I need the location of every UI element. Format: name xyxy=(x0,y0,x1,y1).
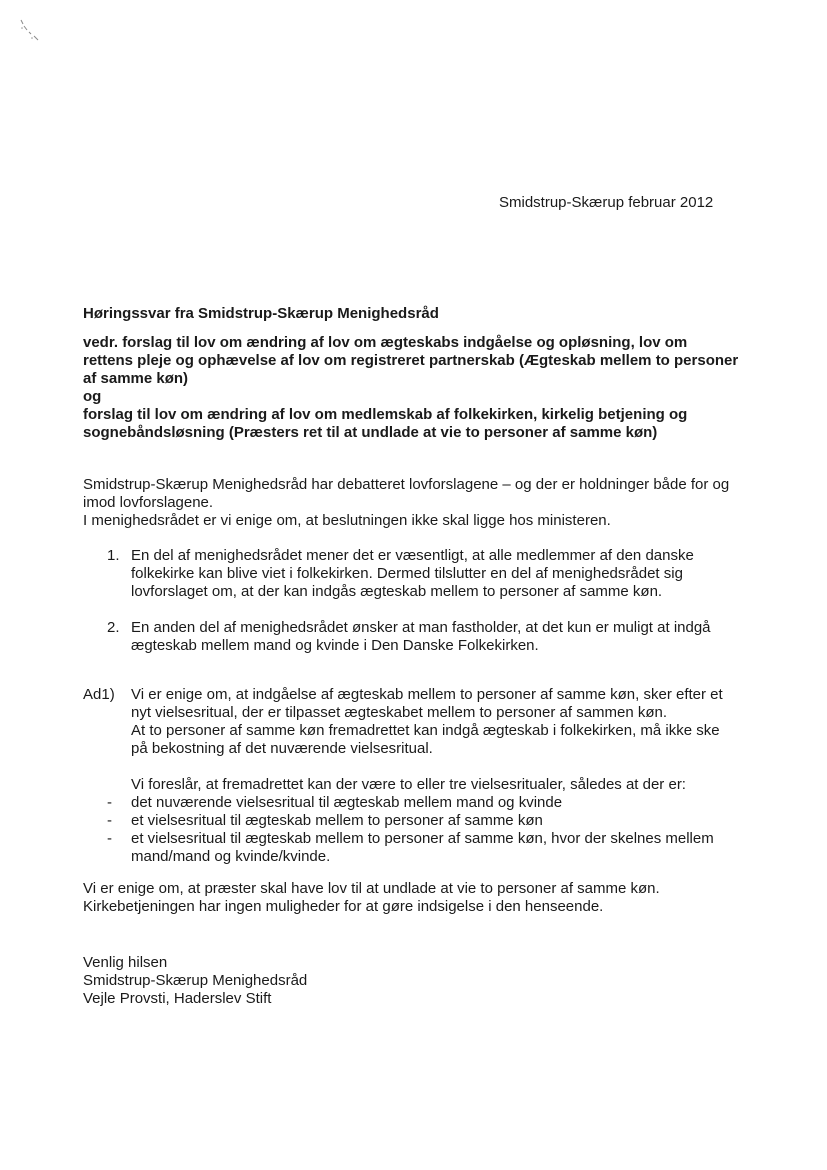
ad1-line: på bekostning af det nuværende vielsesritual. xyxy=(131,740,433,757)
ad1-section xyxy=(83,686,783,866)
intro-line: imod lovforslagene. xyxy=(83,494,214,511)
intro-paragraph xyxy=(83,476,763,530)
subject-line: rettens pleje og ophævelse af lov om registreret partnerskab (Ægteskab mellem to personer xyxy=(83,352,739,369)
document-heading: Høringssvar fra Smidstrup-Skærup Menighedsråd xyxy=(83,305,439,322)
dash-bullet: - xyxy=(107,830,112,847)
list-item-number: 2. xyxy=(107,619,120,636)
ad1-body xyxy=(83,686,783,866)
dash-item-line: et vielsesritual til ægteskab mellem to personer af samme køn, hvor der skelnes mellem xyxy=(131,830,714,847)
subject-line: vedr. forslag til lov om ændring af lov om ægteskabs indgåelse og opløsning, lov om xyxy=(83,334,688,351)
ad1-line: At to personer af samme køn fremadrettet kan indgå ægteskab i folkekirken, må ikke ske xyxy=(131,722,720,739)
closing-line: Kirkebetjeningen har ingen muligheder for at gøre indsigelse i den henseende. xyxy=(83,898,604,915)
dash-bullet: - xyxy=(107,812,112,829)
list-item xyxy=(83,619,763,655)
paragraph-spacer xyxy=(131,758,783,776)
ad1-line: Vi foreslår, at fremadrettet kan der være to eller tre vielsesritualer, således at der er: xyxy=(131,776,686,793)
subject-line: forslag til lov om ændring af lov om medlemskab af folkekirken, kirkelig betjening og xyxy=(83,406,688,423)
list-item-line: folkekirke kan blive viet i folkekirken. Dermed tilslutter en del af menighedsrådet sig xyxy=(131,565,683,582)
list-item xyxy=(83,547,763,601)
closing-line: Vi er enige om, at præster skal have lov til at undlade at vie to personer af samme køn. xyxy=(83,880,660,897)
subject-line: af samme køn) xyxy=(83,370,189,387)
intro-line: I menighedsrådet er vi enige om, at beslutningen ikke skal ligge hos ministeren. xyxy=(83,512,611,529)
dash-list-item xyxy=(107,830,783,866)
ad1-line: Vi er enige om, at indgåelse af ægteskab mellem to personer af samme køn, sker efter et xyxy=(131,686,723,703)
dash-list-item xyxy=(107,812,783,830)
signature-line: Smidstrup-Skærup Menighedsråd xyxy=(83,972,308,989)
ad1-line: nyt vielsesritual, der er tilpasset ægteskabet mellem to personer af sammen køn. xyxy=(131,704,668,721)
date-line: Smidstrup-Skærup februar 2012 xyxy=(499,194,714,211)
list-item-number: 1. xyxy=(107,547,120,564)
dash-item-line: mand/mand og kvinde/kvinde. xyxy=(131,848,331,865)
subject-block xyxy=(83,334,763,442)
scan-speck-mark xyxy=(18,18,44,44)
signature-block xyxy=(83,954,307,1008)
list-item-line: En anden del af menighedsrådet ønsker at man fastholder, at det kun er muligt at indgå xyxy=(131,619,711,636)
ad1-label: Ad1) xyxy=(83,686,115,703)
list-item-line: ægteskab mellem mand og kvinde i Den Danske Folkekirken. xyxy=(131,637,539,654)
numbered-list xyxy=(83,547,763,655)
dash-bullet: - xyxy=(107,794,112,811)
closing-paragraph xyxy=(83,880,763,916)
intro-line: Smidstrup-Skærup Menighedsråd har debatteret lovforslagene – og der er holdninger både for og xyxy=(83,476,730,493)
signature-line: Venlig hilsen xyxy=(83,954,168,971)
list-item-line: lovforslaget om, at der kan indgås ægteskab mellem to personer af samme køn. xyxy=(131,583,663,600)
subject-line: og xyxy=(83,388,102,405)
dash-item-line: et vielsesritual til ægteskab mellem to personer af samme køn xyxy=(131,812,543,829)
dash-item-line: det nuværende vielsesritual til ægteskab mellem mand og kvinde xyxy=(131,794,563,811)
subject-line: sognebåndsløsning (Præsters ret til at undlade at vie to personer af samme køn) xyxy=(83,424,658,441)
signature-line: Vejle Provsti, Haderslev Stift xyxy=(83,990,272,1007)
dash-list-item xyxy=(107,794,783,812)
list-item-line: En del af menighedsrådet mener det er væsentligt, at alle medlemmer af den danske xyxy=(131,547,694,564)
